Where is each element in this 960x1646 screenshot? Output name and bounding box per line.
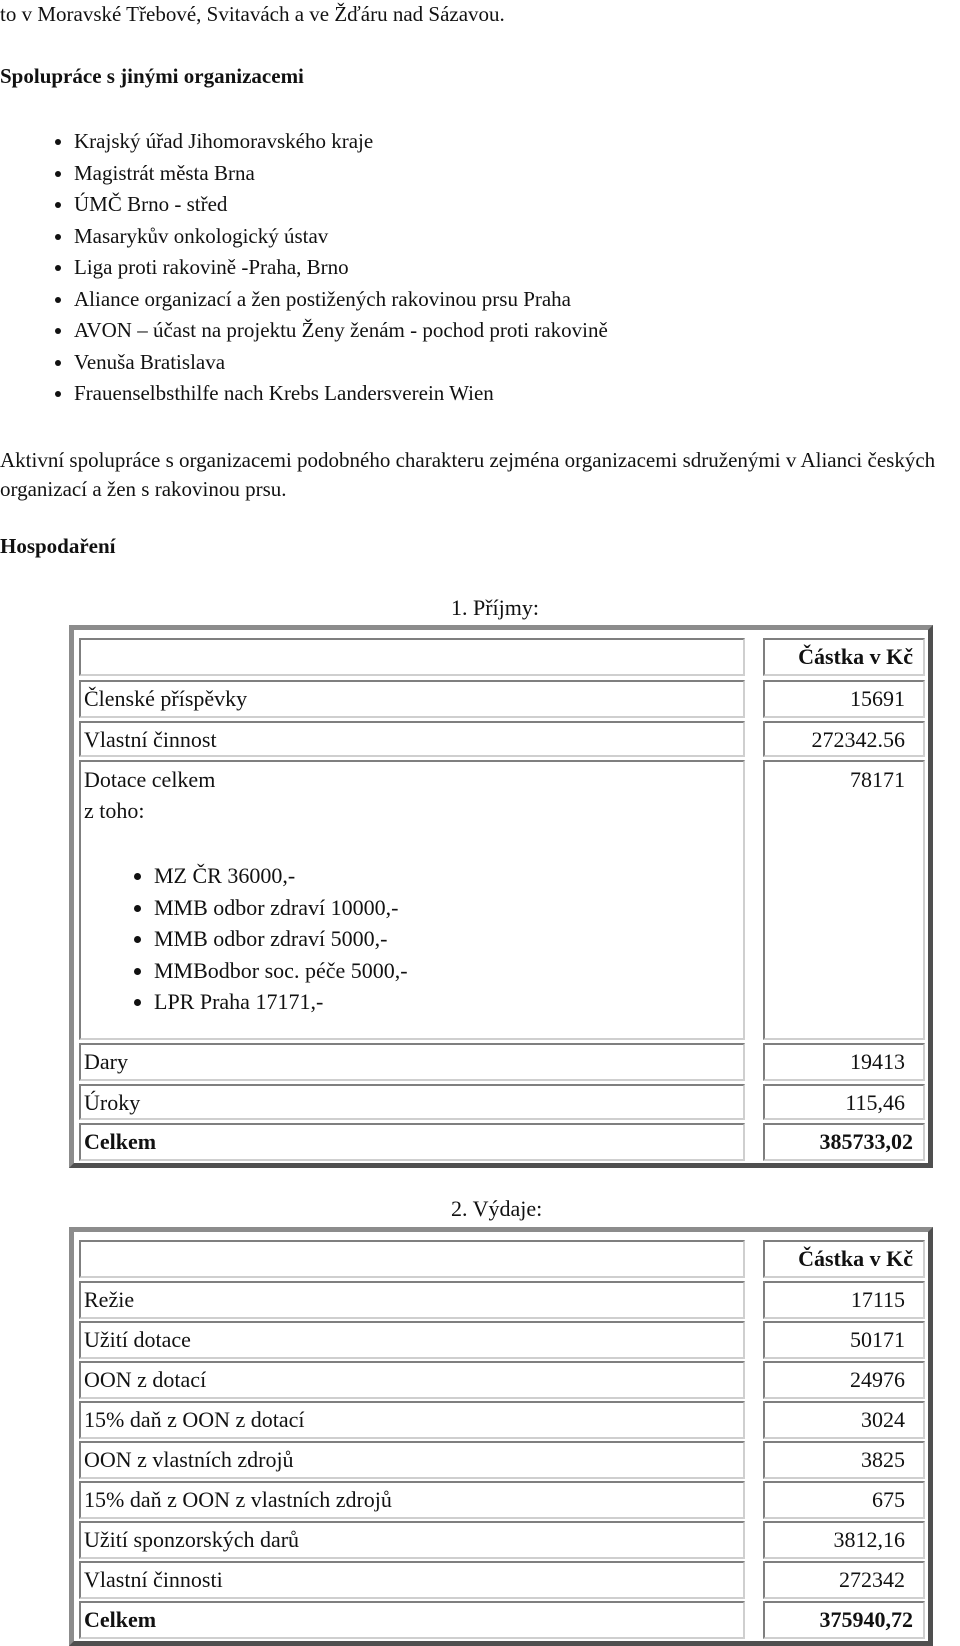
grants-label: Dotace celkem [84, 767, 216, 792]
cooperation-paragraph: Aktivní spolupráce s organizacemi podobného charakteru zejména organizacemi sdruženými v Alianci českých organizací a žen s rakovinou prsu. [0, 448, 936, 501]
table-row-amount: 675 [763, 1481, 925, 1519]
list-item: • LPR Praha 17171,- [154, 986, 740, 1018]
header-amount: Částka v Kč [763, 638, 925, 676]
table-row-amount: 3812,16 [763, 1521, 925, 1559]
table-row-label: Členské příspěvky [79, 680, 745, 718]
cooperation-heading: Spolupráce s jinými organizacemi [0, 64, 304, 88]
table-row-label: OON z vlastních zdrojů [79, 1441, 745, 1479]
table-row-label: Režie [79, 1281, 745, 1319]
table-row-amount: 3024 [763, 1401, 925, 1439]
expenses-table [69, 1227, 933, 1646]
table-row-amount: 15691 [763, 680, 925, 718]
list-item: • MZ ČR 36000,- [154, 860, 740, 892]
grants-cell [79, 760, 745, 1040]
table-row-label: 15% daň z OON z vlastních zdrojů [79, 1481, 745, 1519]
list-item: • MMB odbor zdraví 5000,- [154, 923, 740, 955]
header-empty-cell [79, 638, 745, 676]
total-label: Celkem [79, 1601, 745, 1639]
table-row-amount: 3825 [763, 1441, 925, 1479]
list-item: • ÚMČ Brno - střed [74, 189, 608, 221]
table-row-amount: 19413 [763, 1043, 925, 1081]
list-item: • Aliance organizací a žen postižených rakovinou prsu Praha [74, 284, 608, 316]
list-item: • Krajský úřad Jihomoravského kraje [74, 126, 608, 158]
table-row-amount: 50171 [763, 1321, 925, 1359]
table-row-amount: 272342.56 [763, 721, 925, 757]
economy-heading: Hospodaření [0, 534, 116, 558]
list-item: • MMBodbor soc. péče 5000,- [154, 955, 740, 987]
table-row-label: Užití sponzorských darů [79, 1521, 745, 1559]
total-amount: 385733,02 [763, 1123, 925, 1161]
cooperation-list [32, 126, 608, 410]
intro-line: to v Moravské Třebové, Svitavách a ve Žďáru nad Sázavou. [0, 2, 505, 26]
income-table [69, 625, 933, 1168]
table-row-label: OON z dotací [79, 1361, 745, 1399]
income-caption: 1. Příjmy: [451, 595, 540, 620]
table-row-label: Vlastní činnost [79, 721, 745, 757]
grants-sublabel: z toho: [84, 798, 145, 823]
table-row-label: Dary [79, 1043, 745, 1081]
header-empty-cell [79, 1240, 745, 1278]
expenses-caption: 2. Výdaje: [451, 1196, 543, 1221]
list-item: • Frauenselbsthilfe nach Krebs Landersverein Wien [74, 378, 608, 410]
table-row-amount: 17115 [763, 1281, 925, 1319]
table-row-amount: 272342 [763, 1561, 925, 1599]
table-row-amount: 24976 [763, 1361, 925, 1399]
list-item: • Liga proti rakovině -Praha, Brno [74, 252, 608, 284]
list-item: • AVON – účast na projektu Ženy ženám - pochod proti rakovině [74, 315, 608, 347]
list-item: • Masarykův onkologický ústav [74, 221, 608, 253]
table-row-label: Vlastní činnosti [79, 1561, 745, 1599]
table-row-label: Úroky [79, 1084, 745, 1120]
list-item: • Venuša Bratislava [74, 347, 608, 379]
grants-list [84, 860, 740, 1018]
table-row-amount: 115,46 [763, 1084, 925, 1120]
grants-amount: 78171 [763, 760, 925, 1040]
table-row-label: 15% daň z OON z dotací [79, 1401, 745, 1439]
list-item: • Magistrát města Brna [74, 158, 608, 190]
total-amount: 375940,72 [763, 1601, 925, 1639]
header-amount: Částka v Kč [763, 1240, 925, 1278]
total-label: Celkem [79, 1123, 745, 1161]
list-item: • MMB odbor zdraví 10000,- [154, 892, 740, 924]
table-row-label: Užití dotace [79, 1321, 745, 1359]
